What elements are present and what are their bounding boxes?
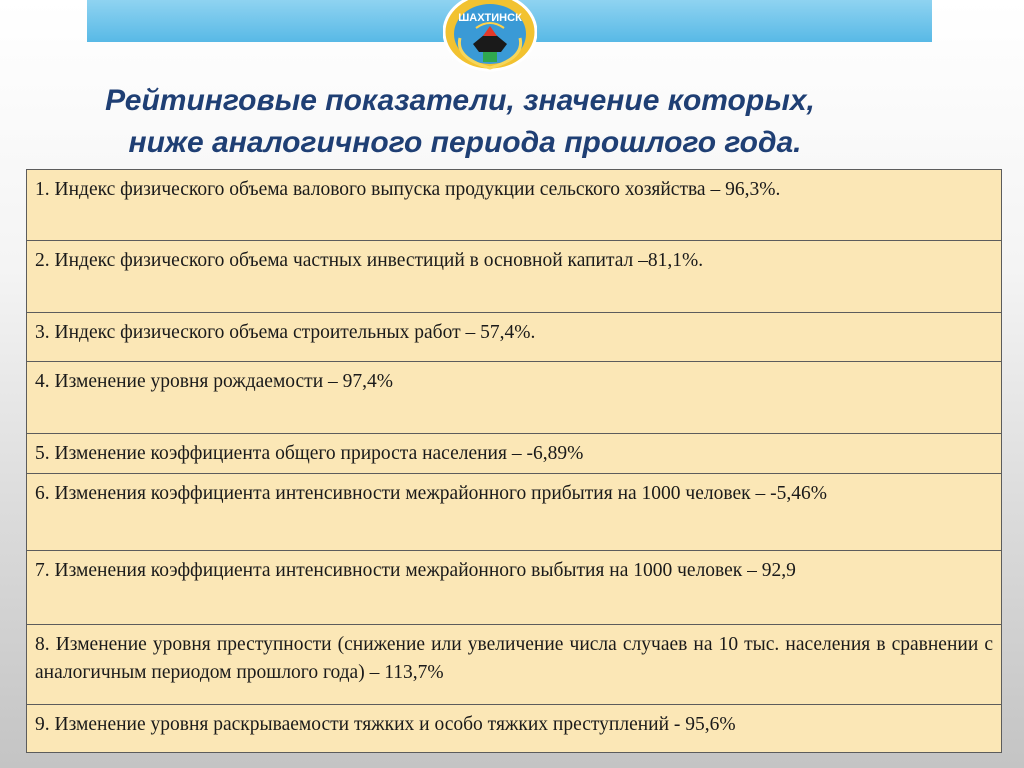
indicator-cell: 6. Изменения коэффициента интенсивности межрайонного прибытия на 1000 человек – -5,46%: [27, 474, 1002, 551]
indicator-cell: 5. Изменение коэффициента общего прироста населения – -6,89%: [27, 434, 1002, 474]
indicator-cell: 7. Изменения коэффициента интенсивности межрайонного выбытия на 1000 человек – 92,9: [27, 551, 1002, 625]
title-line-2: ниже аналогичного периода прошлого года.: [128, 126, 802, 159]
indicator-cell: 2. Индекс физического объема частных инвестиций в основной капитал –81,1%.: [27, 241, 1002, 313]
table-row: [27, 313, 1002, 362]
emblem-text: ШАХТИНСК: [458, 12, 522, 24]
indicator-cell: 3. Индекс физического объема строительных работ – 57,4%.: [27, 313, 1002, 362]
table-row: [27, 170, 1002, 241]
table-row: [27, 362, 1002, 434]
indicator-cell: 8. Изменение уровня преступности (снижение или увеличение числа случаев на 10 тыс. населения в сравнении с аналогичным периодом прошлого года) – 113,7%: [27, 625, 1002, 705]
table-row: [27, 434, 1002, 474]
indicators-table: [26, 169, 1002, 753]
title-line-1: Рейтинговые показатели, значение которых,: [105, 84, 815, 117]
table-row: [27, 241, 1002, 313]
table-row: [27, 625, 1002, 705]
indicator-cell: 9. Изменение уровня раскрываемости тяжких и особо тяжких преступлений - 95,6%: [27, 705, 1002, 753]
indicator-cell: 1. Индекс физического объема валового выпуска продукции сельского хозяйства – 96,3%.: [27, 170, 1002, 241]
table-row: [27, 551, 1002, 625]
indicator-cell: 4. Изменение уровня рождаемости – 97,4%: [27, 362, 1002, 434]
city-emblem: [443, 0, 537, 72]
table-row: [27, 705, 1002, 753]
page-title: [0, 80, 920, 164]
table-row: [27, 474, 1002, 551]
